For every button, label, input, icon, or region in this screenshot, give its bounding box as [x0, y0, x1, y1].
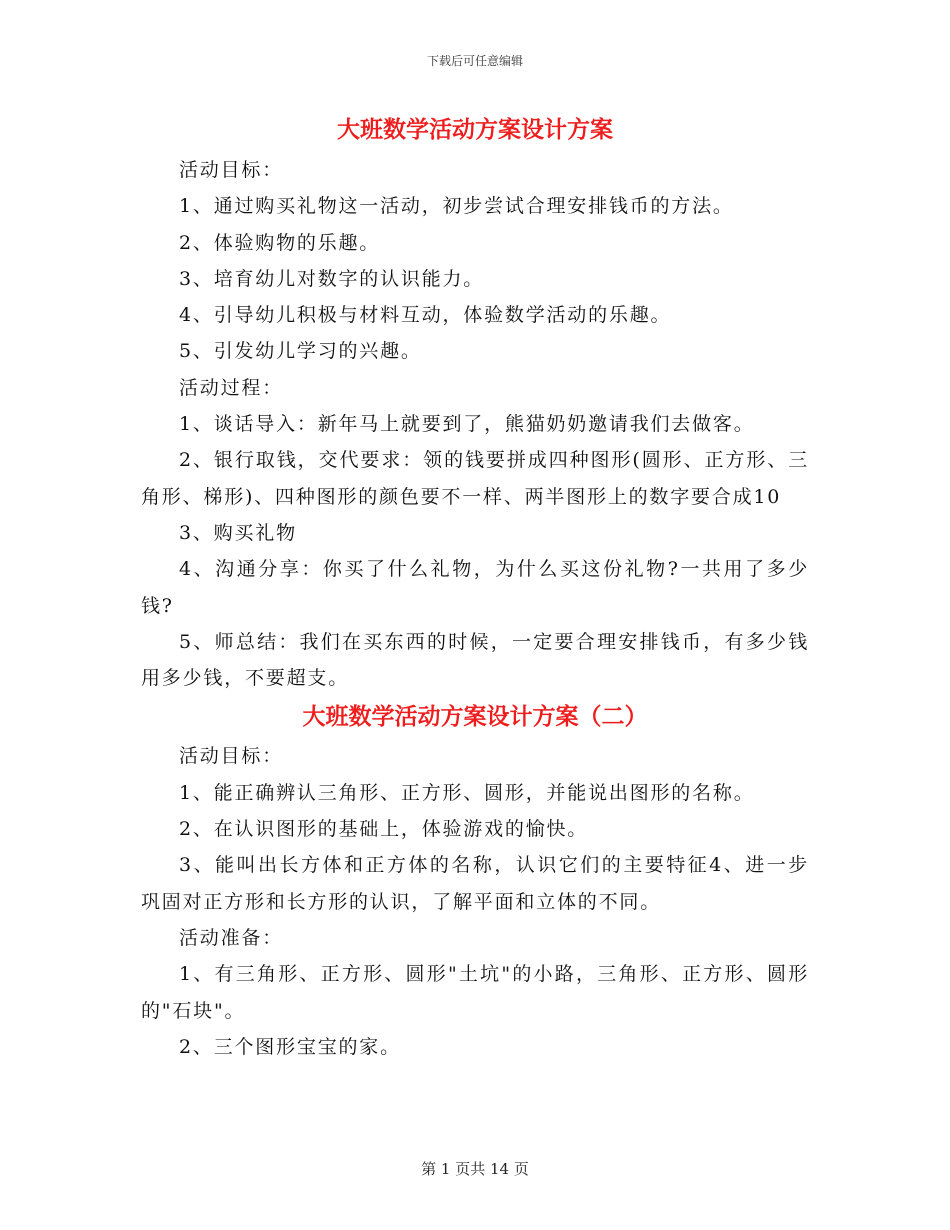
section-1-goal-4: 4、引导幼儿积极与材料互动，体验数学活动的乐趣。	[179, 304, 672, 327]
page-header-note: 下载后可任意编辑	[426, 54, 523, 68]
page-number: 第 1 页共 14 页	[421, 1160, 529, 1178]
section-2-title: 大班数学活动方案设计方案（二）	[302, 704, 648, 731]
section-2-heading-goals: 活动目标：	[179, 745, 284, 768]
section-1-step-1: 1、谈话导入：新年马上就要到了，熊猫奶奶邀请我们去做客。	[179, 413, 755, 436]
section-1-step-4: 4、沟通分享：你买了什么礼物，为什么买这份礼物?一共用了多少钱?	[141, 558, 809, 617]
section-1-goal-2: 2、体验购物的乐趣。	[179, 231, 381, 254]
section-2-goal-2: 2、在认识图形的基础上，体验游戏的愉快。	[179, 818, 589, 841]
section-1-heading-goals: 活动目标：	[179, 159, 284, 181]
section-2-prep-2: 2、三个图形宝宝的家。	[179, 1035, 401, 1058]
section-2-heading-prep: 活动准备：	[179, 926, 284, 949]
section-2-goal-3: 3、能叫出长方体和正方体的名称，认识它们的主要特征4、进一步巩固对正方形和长方形的认识，了解平面和立体的不同。	[141, 854, 809, 913]
section-1-goal-1: 1、通过购买礼物这一活动，初步尝试合理安排钱币的方法。	[179, 195, 734, 218]
section-1-goal-3: 3、培育幼儿对数字的认识能力。	[179, 267, 485, 290]
section-1-heading-process: 活动过程：	[179, 376, 284, 399]
section-2-goal-1: 1、能正确辨认三角形、正方形、圆形，并能说出图形的名称。	[179, 781, 755, 804]
section-1-step-5: 5、师总结：我们在买东西的时候，一定要合理安排钱币，有多少钱用多少钱，不要超支。	[141, 630, 809, 690]
section-1-step-2: 2、银行取钱，交代要求：领的钱要拼成四种图形(圆形、正方形、三角形、梯形)、四种图形的颜色要不一样、两半图形上的数字要合成10	[141, 449, 809, 508]
section-1-goal-5: 5、引发幼儿学习的兴趣。	[179, 340, 422, 363]
section-2-prep-1: 1、有三角形、正方形、圆形"土坑"的小路，三角形、正方形、圆形的"石块"。	[141, 963, 809, 1022]
section-1-step-3: 3、购买礼物	[179, 521, 297, 544]
section-1-title: 大班数学活动方案设计方案	[337, 117, 613, 143]
document-body	[141, 108, 809, 1065]
